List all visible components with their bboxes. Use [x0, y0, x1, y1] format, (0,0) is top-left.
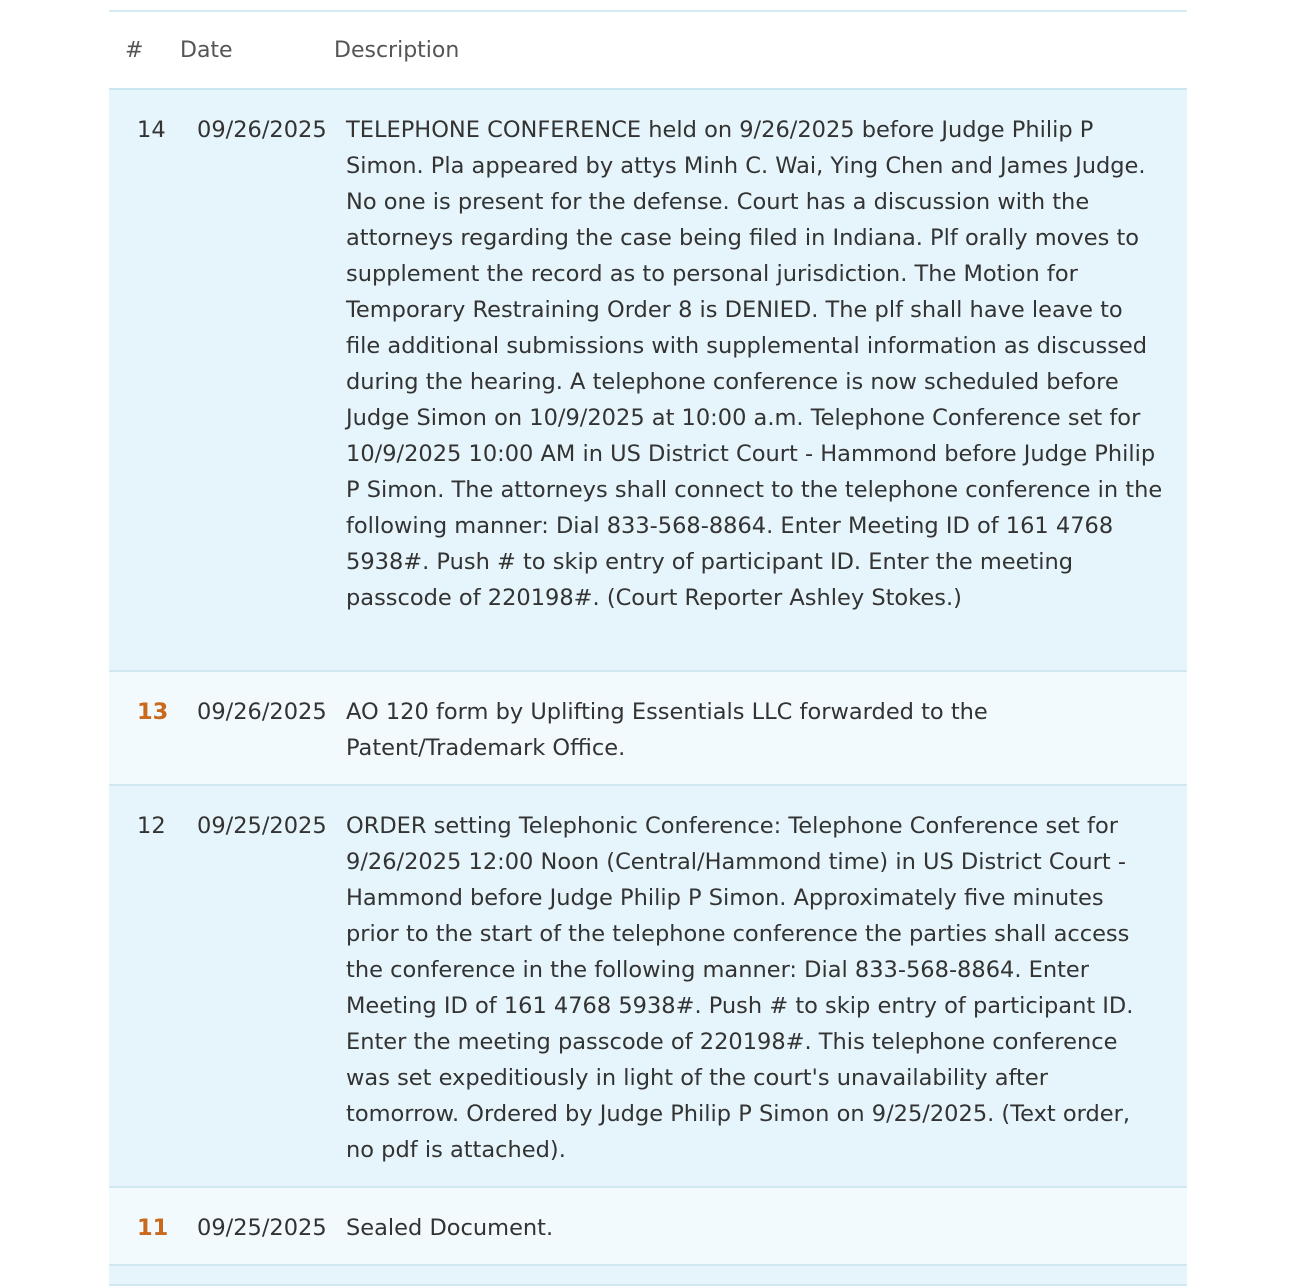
entry-number: 12 [137, 813, 166, 839]
table-header [109, 12, 1187, 90]
document-link[interactable]: 13 [137, 699, 169, 725]
table-row [109, 786, 1187, 1188]
entry-description: AO 120 form by Uplifting Essentials LLC forwarded to the Patent/Trademark Office. [346, 699, 988, 761]
table-row [109, 90, 1187, 672]
entry-description: Sealed Document. [346, 1215, 554, 1241]
entry-date: 09/25/2025 [197, 1215, 327, 1241]
column-header-date: Date [180, 37, 233, 63]
entry-date: 09/26/2025 [197, 117, 327, 143]
table-row [109, 672, 1187, 786]
entry-description: TELEPHONE CONFERENCE held on 9/26/2025 before Judge Philip P Simon. Pla appeared by attys Minh C. Wai, Ying Chen and James Judge. No one is present for the defense. Court has a discussion with the attorneys regarding the case being filed in Indiana. Plf orally moves to supplement the record as to personal jurisdiction. The Motion for Temporary Restraining Order 8 is DENIED. The plf shall have leave to file additional submissions with supplemental information as discussed during the hearing. A telephone conference is now scheduled before Judge Simon on 10/9/2025 at 10:00 a.m. Telephone Conference set for 10/9/2025 10:00 AM in US District Court - Hammond before Judge Philip P Simon. The attorneys shall connect to the telephone conference in the following manner: Dial 833-568-8864. Enter Meeting ID of 161 4768 5938#. Push # to skip entry of participant ID. Enter the meeting passcode of 220198#. (Court Reporter Ashley Stokes.) [346, 117, 1163, 611]
document-link[interactable]: 11 [137, 1215, 169, 1241]
entry-date: 09/25/2025 [197, 813, 327, 839]
column-header-number: # [125, 37, 144, 63]
docket-table [109, 10, 1187, 1286]
table-row-partial [109, 1266, 1187, 1286]
entry-number: 14 [137, 117, 166, 143]
column-header-description: Description [334, 37, 460, 63]
entry-description: ORDER setting Telephonic Conference: Telephone Conference set for 9/26/2025 12:00 Noon (Central/Hammond time) in US District Court - Hammond before Judge Philip P Simon. Approximately five minutes prior to the start of the telephone conference the parties shall access the conference in the following manner: Dial 833-568-8864. Enter Meeting ID of 161 4768 5938#. Push # to skip entry of participant ID. Enter the meeting passcode of 220198#. This telephone conference was set expeditiously in light of the court's unavailability after tomorrow. Ordered by Judge Philip P Simon on 9/25/2025. (Text order, no pdf is attached). [346, 813, 1134, 1163]
table-row [109, 1188, 1187, 1266]
entry-date: 09/26/2025 [197, 699, 327, 725]
